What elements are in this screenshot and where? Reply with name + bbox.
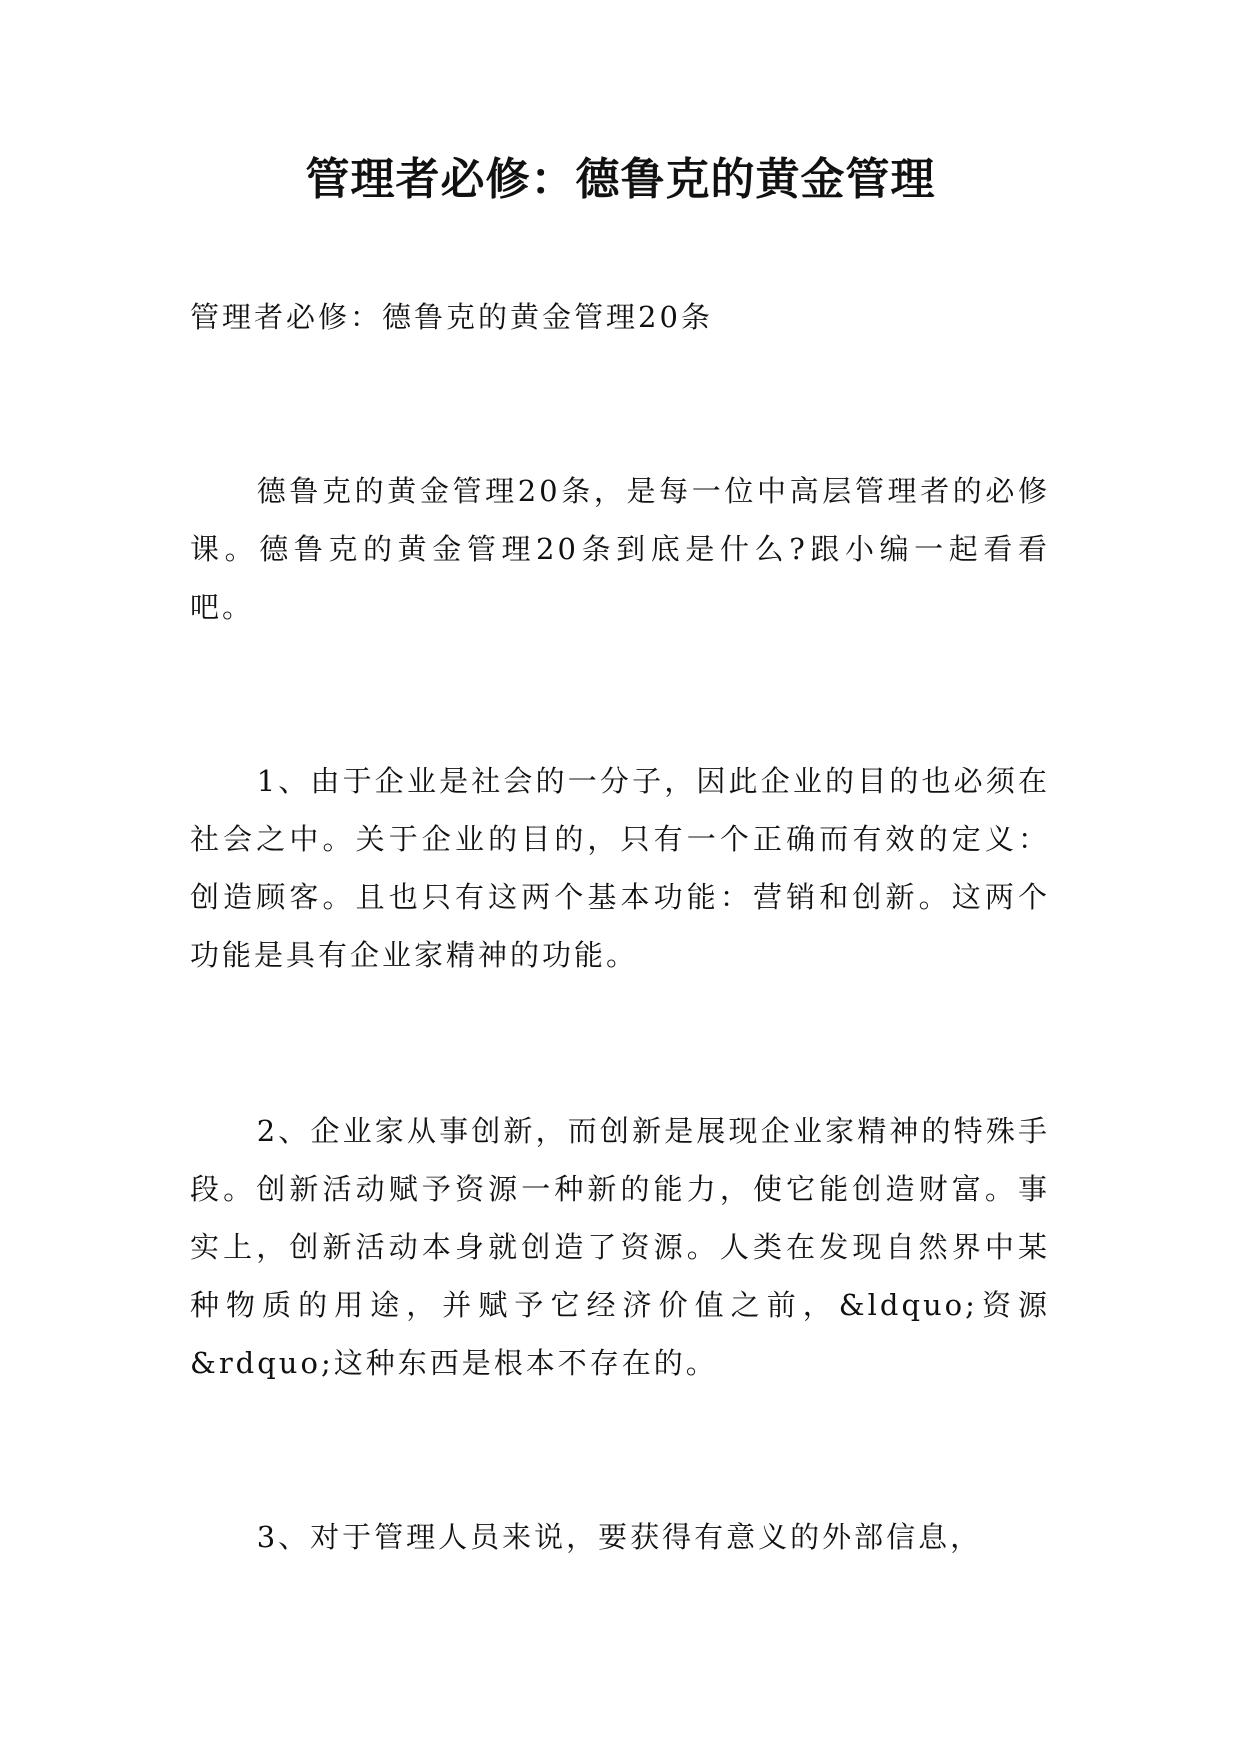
paragraph-3: 3、对于管理人员来说，要获得有意义的外部信息， <box>256 1520 983 1554</box>
paragraph-intro: 德鲁克的黄金管理20条，是每一位中高层管理者的必修课。德鲁克的黄金管理20条到底是什么?跟小编一起看看吧。 <box>190 474 1050 624</box>
document-subtitle: 管理者必修：德鲁克的黄金管理20条 <box>190 300 713 334</box>
document-title: 管理者必修：德鲁克的黄金管理 <box>305 154 936 205</box>
paragraph-2: 2、企业家从事创新，而创新是展现企业家精神的特殊手段。创新活动赋予资源一种新的能力，使它能创造财富。事实上，创新活动本身就创造了资源。人类在发现自然界中某种物质的用途，并赋予它经济价值之前，&ldquo;资源&rdquo;这种东西是根本不存在的。 <box>190 1114 1050 1380</box>
paragraph-1: 1、由于企业是社会的一分子，因此企业的目的也必须在社会之中。关于企业的目的，只有一个正确而有效的定义：创造顾客。且也只有这两个基本功能：营销和创新。这两个功能是具有企业家精神的功能。 <box>190 764 1050 972</box>
